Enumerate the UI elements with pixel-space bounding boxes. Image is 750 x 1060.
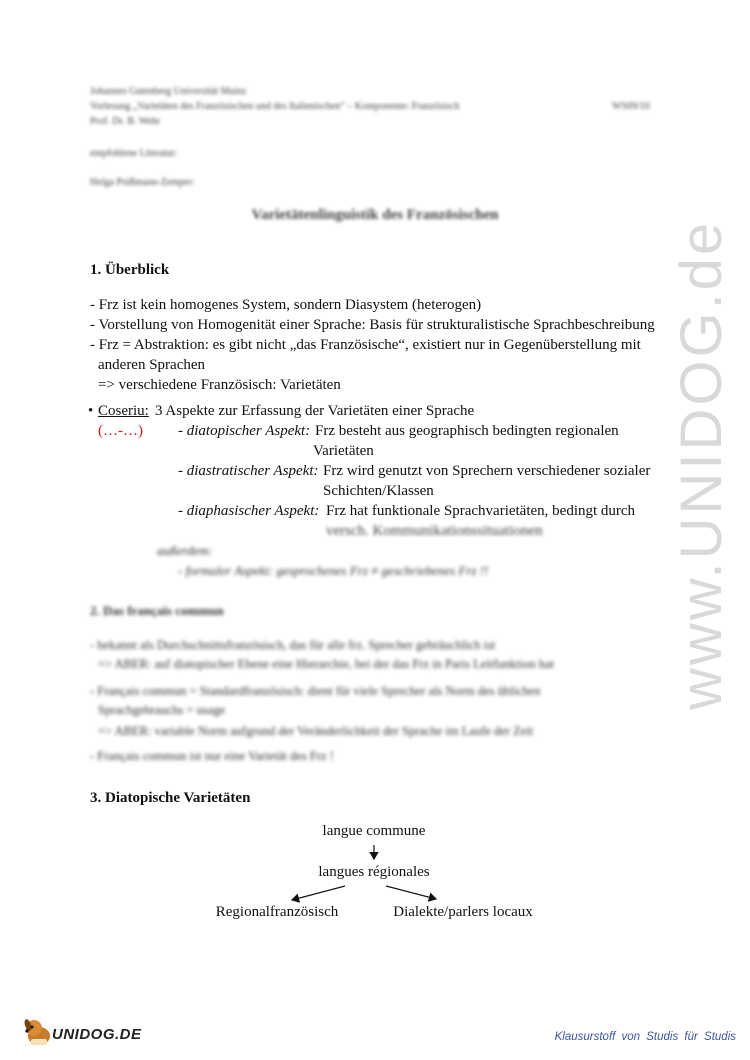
aspect-formal: - formaler Aspekt: gesprochenes Frz ≠ geschriebenes Frz !! [178,563,489,578]
section-1-heading: 1. Überblick [90,262,170,278]
literature-author: Helga Prüßmann-Zemper: [90,177,195,188]
aspect-diaphasic-label: - diaphasischer Aspekt: [178,503,320,519]
diagram-node-regionalfranzoesisch: Regionalfranzösisch [215,904,339,920]
francais-commun-line-4: Sprachgebrauchs = usage [98,703,226,717]
diagram-node-langues-regionales: langues régionales [318,864,430,880]
header-semester: WS09/10 [612,101,650,112]
overview-point-3-cont: anderen Sprachen [98,357,206,373]
logo-text: UNIDOG.DE [52,1026,142,1043]
aspect-diaphasic-text: Frz hat funktionale Sprachvarietäten, bedingt durch [326,503,636,519]
francais-commun-line-5: => ABER: variable Norm aufgrund der Veränderlichkeit der Sprache im Laufe der Zeit [98,724,534,738]
header-lecture: Vorlesung „Varietäten des Französischen und des Italienischen“ – Komponente: Französisch [90,101,460,112]
aspect-diaphasic-text-cont: versch. Kommunikationssituationen [326,523,543,539]
aspect-diastratic-text-cont: Schichten/Klassen [323,483,434,499]
coseriu-name: Coseriu: [98,403,149,419]
document-title: Varietätenlinguistik des Französischen [251,207,499,223]
additionally-label: außerdem: [157,543,213,558]
coseriu-bullet: • [88,403,94,419]
section-2-heading: 2. Das français commun [90,603,224,618]
aspect-diastratic-label: - diastratischer Aspekt: [178,463,319,479]
overview-point-1: - Frz ist kein homogenes System, sondern Diasystem (heterogen) [90,297,482,313]
header-professor: Prof. Dr. B. Wehr [90,116,161,127]
aspect-diatopic-text-cont: Varietäten [313,443,374,459]
overview-conclusion: => verschiedene Französisch: Varietäten [98,377,341,393]
aspect-diatopic-label: - diatopischer Aspekt: [178,423,311,439]
footer-tagline: Klausurstoff von Studis für Studis [554,1031,736,1043]
arrow-left [292,886,345,900]
watermark-text: www.UNIDOG.de [669,219,734,710]
diagram-node-langue-commune: langue commune [322,823,426,839]
aspect-diastratic-text: Frz wird genutzt von Sprechern verschiedener sozialer [323,463,651,479]
coseriu-text: 3 Aspekte zur Erfassung der Varietäten einer Sprache [155,403,475,419]
overview-point-3: - Frz = Abstraktion: es gibt nicht „das Französische“, existiert nur in Gegenüberstellung mit [90,337,641,353]
overview-point-2: - Vorstellung von Homogenität einer Sprache: Basis für strukturalistische Sprachbeschreibung [90,317,655,333]
francais-commun-line-1: - bekannt als Durchschnittsfranzösisch, das für alle frz. Sprecher gebräuchlich ist [90,638,496,652]
section-3-heading: 3. Diatopische Varietäten [90,790,251,806]
diagram-node-dialekte: Dialekte/parlers locaux [393,904,533,920]
francais-commun-line-3: - Français commun = Standardfranzösisch: dient für viele Sprecher als Norm des üblichen [90,684,541,698]
header-university: Johannes Gutenberg Universität Mainz [90,86,247,97]
francais-commun-line-6: - Français commun ist nur eine Varietät des Frz ! [90,749,334,763]
dog-logo-icon [22,1016,56,1048]
coseriu-dates: (…-…) [98,423,143,439]
arrow-right [386,886,436,899]
aspect-diatopic-text: Frz besteht aus geographisch bedingten regionalen [315,423,619,439]
francais-commun-line-2: => ABER: auf diatopischer Ebene eine Hierarchie, bei der das Frz in Paris Leitfunktion hat [98,657,554,671]
literature-label: empfohlene Literatur: [90,148,178,159]
